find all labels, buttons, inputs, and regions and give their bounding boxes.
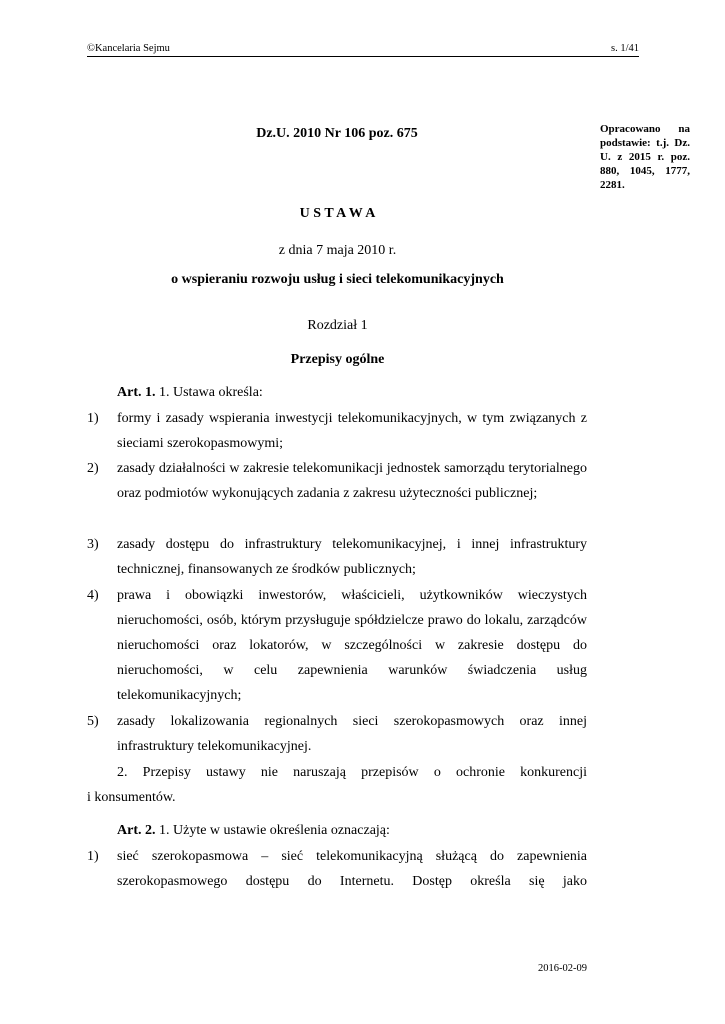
art1-item-3-text: zasady dostępu do infrastruktury telekomunikacyjnej, i innej infrastruktury technicznej, finansowanych ze środków publicznych; — [117, 537, 587, 577]
header-rule — [87, 56, 639, 57]
source-note: Opracowano na podstawie: t.j. Dz. U. z 2015 r. poz. 880, 1045, 1777, 2281. — [600, 123, 690, 191]
header-copyright: ©Kancelaria Sejmu — [87, 43, 170, 54]
act-date: z dnia 7 maja 2010 r. — [278, 243, 397, 258]
art2-item-1-line2: szerokopasmowego dostępu do Internetu. Dostęp określa się jako — [117, 874, 587, 889]
footer-date: 2016-02-09 — [538, 963, 587, 974]
art1-paragraph-2-line1: 2. Przepisy ustawy nie naruszają przepisów o ochronie konkurencji — [117, 765, 587, 780]
art2-intro-text: 1. Użyte w ustawie określenia oznaczają: — [155, 823, 390, 838]
art1-item-4-text: prawa i obowiązki inwestorów, właścicieli, użytkowników wieczystych nieruchomości, osób, którym przysługuje spółdzielcze prawo do lokalu, zarządców nieruchomości oraz lokatorów, w szczególności w zakresie dostępu do nieruchomości, w celu zapewnienia warunków świadczenia usług telekomunikacyjnych; — [117, 588, 587, 703]
art2-label: Art. 2. — [117, 823, 156, 838]
chapter-title: Przepisy ogólne — [290, 352, 385, 367]
art1-item-5-text: zasady lokalizowania regionalnych sieci szerokopasmowych oraz innej infrastruktury telekomunikacyjnej. — [117, 714, 587, 754]
art1-item-2-number: 2) — [87, 461, 99, 476]
art2-intro — [117, 818, 587, 843]
art1-item-4-number: 4) — [87, 588, 99, 603]
art1-intro — [117, 380, 587, 405]
page-number: s. 1/41 — [610, 43, 639, 54]
art1-item-2-text: zasady działalności w zakresie telekomunikacji jednostek samorządu terytorialnego oraz podmiotów wykonujących zadania z zakresu użyteczności publicznej; — [117, 461, 587, 501]
art1-label: Art. 1. — [117, 385, 156, 400]
act-type: U S T A W A — [299, 206, 376, 221]
art1-item-5-number: 5) — [87, 714, 99, 729]
art1-intro-text: 1. Ustawa określa: — [155, 385, 263, 400]
art1-paragraph-2-line2: i konsumentów. — [87, 790, 176, 805]
art1-item-1-number: 1) — [87, 411, 99, 426]
art1-item-3-number: 3) — [87, 537, 99, 552]
act-subject: o wspieraniu rozwoju usług i sieci telekomunikacyjnych — [171, 272, 504, 287]
art2-item-1-line1: sieć szerokopasmowa – sieć telekomunikacyjną służącą do zapewnienia — [117, 849, 587, 864]
document-title: Dz.U. 2010 Nr 106 poz. 675 — [256, 126, 418, 141]
art2-item-1-number: 1) — [87, 849, 99, 864]
chapter-number: Rozdział 1 — [307, 318, 368, 333]
art1-item-1-text: formy i zasady wspierania inwestycji telekomunikacyjnych, w tym związanych z sieciami szerokopasmowymi; — [117, 411, 587, 451]
